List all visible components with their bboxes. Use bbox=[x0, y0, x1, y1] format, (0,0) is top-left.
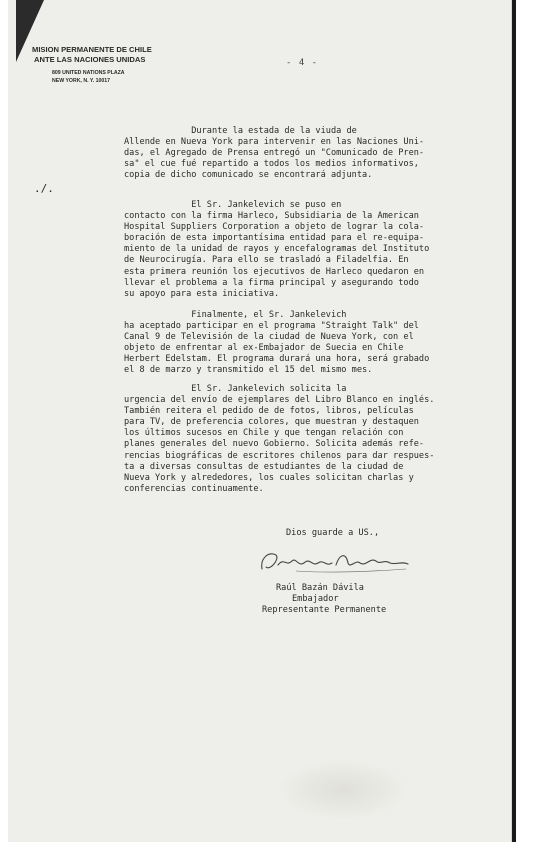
text-line: conferencias continuamente. bbox=[124, 483, 264, 494]
text-line: el 8 de marzo y transmitido el 15 del mismo mes. bbox=[124, 365, 373, 376]
margin-mark: ./. bbox=[34, 182, 54, 195]
text-line: miento de la unidad de rayos y encefalogramas del Instituto bbox=[124, 244, 430, 255]
text-line: urgencia del envío de ejemplares del Libro Blanco en inglés. bbox=[124, 395, 435, 406]
text-line: copia de dicho comunicado se encontrará adjunta. bbox=[124, 170, 373, 181]
text-line: llevar el problema a la firma principal y asegurando todo bbox=[124, 277, 419, 288]
text-line: de Neurocirugía. Para ello se trasladó a Filadelfia. En bbox=[124, 255, 409, 266]
closing-salutation: Dios guarde a US., bbox=[286, 528, 380, 538]
letterhead-city: NEW YORK, N. Y. 10017 bbox=[52, 78, 111, 84]
signatory-title: Embajador bbox=[292, 594, 339, 604]
text-line: Nueva York y alrededores, los cuales solicitan charlas y bbox=[124, 472, 414, 483]
text-line: rencias biográficas de escritores chilenos para dar respues- bbox=[124, 450, 435, 461]
text-line: Herbert Edelstam. El programa durará una hora, será grabado bbox=[124, 354, 430, 365]
text-line: ta a diversas consultas de estudiantes de la ciudad de bbox=[124, 461, 404, 472]
text-line: Hospital Suppliers Corporation a objeto de lograr la cola- bbox=[124, 222, 425, 233]
text-line: planes generales del nuevo Gobierno. Solicita además refe- bbox=[124, 439, 425, 450]
text-line: Allende en Nueva York para intervenir en las Naciones Uni- bbox=[124, 137, 425, 148]
text-line: su apoyo para esta iniciativa. bbox=[124, 288, 280, 299]
letterhead-line-1: MISION PERMANENTE DE CHILE bbox=[32, 45, 152, 54]
paragraph-2 bbox=[124, 200, 508, 300]
signatory-name: Raúl Bazán Dávila bbox=[276, 583, 364, 593]
text-line: esta primera reunión los ejecutivos de Harleco quedaron en bbox=[124, 266, 425, 277]
text-line: El Sr. Jankelevich solicita la bbox=[124, 384, 347, 394]
scan-edge bbox=[512, 0, 516, 842]
handwritten-signature bbox=[256, 543, 416, 579]
text-line: das, el Agregado de Prensa entregó un "Comunicado de Pren- bbox=[124, 148, 425, 159]
text-line: Durante la estada de la viuda de bbox=[124, 126, 357, 136]
text-line: Canal 9 de Televisión de la ciudad de Nueva York, con el bbox=[124, 332, 414, 343]
text-line: Finalmente, el Sr. Jankelevich bbox=[124, 310, 347, 320]
signatory-position: Representante Permanente bbox=[262, 605, 387, 615]
letterhead-address: 809 UNITED NATIONS PLAZA bbox=[52, 70, 125, 76]
paragraph-1 bbox=[124, 126, 508, 181]
paragraph-3 bbox=[124, 310, 508, 377]
text-line: para TV, de preferencia colores, que muestran y destaquen bbox=[124, 417, 419, 428]
text-line: objeto de enfrentar al ex-Embajador de Suecia en Chile bbox=[124, 343, 404, 354]
text-line: sa" el cue fué repartido a todos los medios informativos, bbox=[124, 159, 419, 170]
letterhead-line-2: ANTE LAS NACIONES UNIDAS bbox=[34, 55, 146, 64]
text-line: boración de esta importantísima entidad para el re-equipa- bbox=[124, 233, 425, 244]
text-line: los últimos sucesos en Chile y que tengan relación con bbox=[124, 428, 404, 439]
paragraph-4 bbox=[124, 384, 508, 495]
page-number: - 4 - bbox=[286, 58, 319, 68]
text-line: contacto con la firma Harleco, Subsidiaria de la American bbox=[124, 211, 419, 222]
text-line: El Sr. Jankelevich se puso en bbox=[124, 200, 342, 210]
text-line: También reitera el pedido de de fotos, libros, películas bbox=[124, 406, 414, 417]
text-line: ha aceptado participar en el programa "Straight Talk" del bbox=[124, 321, 419, 332]
